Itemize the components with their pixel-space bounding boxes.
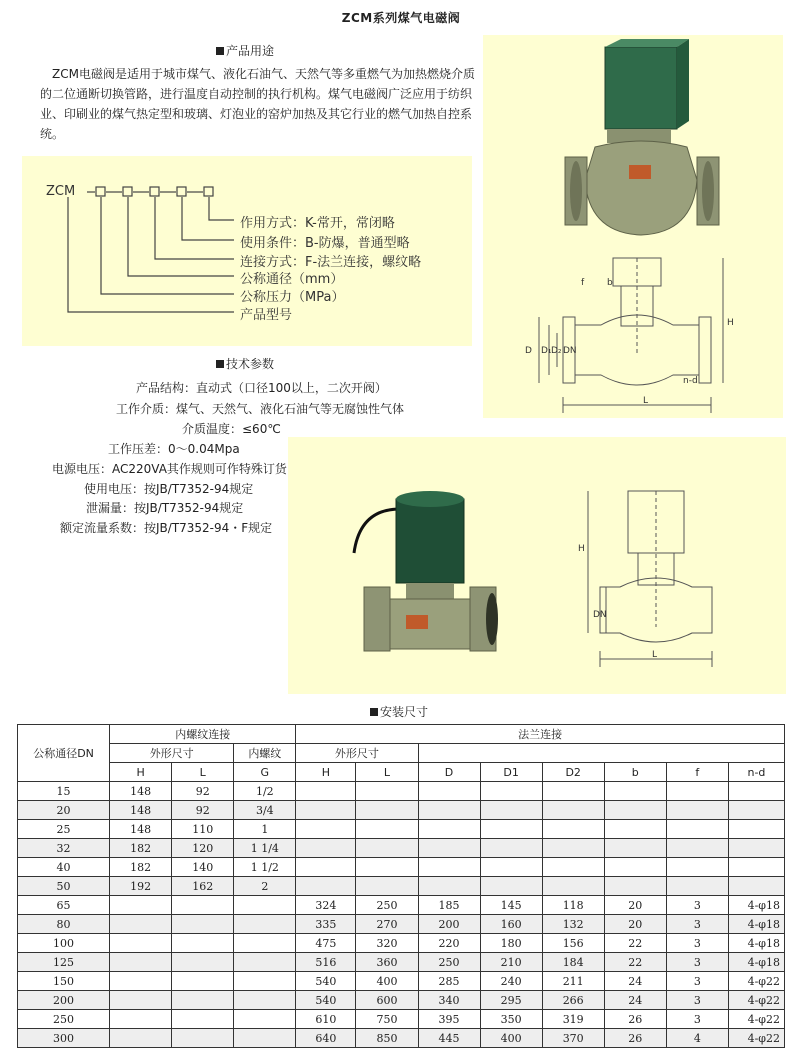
table-cell: [172, 972, 234, 991]
table-cell: 3: [666, 934, 728, 953]
model-label-connection: 连接方式：F-法兰连接，螺纹略: [240, 255, 422, 270]
table-cell: [418, 801, 480, 820]
table-cell: [296, 820, 356, 839]
tech-line-structure: 产品结构：直动式（口径100以上，二次开阀）: [136, 381, 387, 395]
table-cell: [172, 1010, 234, 1029]
table-cell: 3: [666, 915, 728, 934]
col-header: b: [604, 763, 666, 782]
model-label-diameter: 公称通径（mm）: [240, 272, 344, 287]
square-bullet-icon: [370, 708, 378, 716]
dim-f-label: f: [581, 278, 585, 288]
table-cell: [542, 839, 604, 858]
tech-line-leakage: 泄漏量：按JB/T7352-94规定: [86, 501, 244, 515]
model-code-diagram: [22, 156, 472, 346]
table-cell: [172, 953, 234, 972]
tech-line-pressure: 工作压差：0～0.04Mpa: [108, 442, 240, 456]
table-cell: 3: [666, 896, 728, 915]
flanged-blank-header: [418, 744, 785, 763]
table-cell: [172, 896, 234, 915]
table-cell: [604, 782, 666, 801]
table-cell: 182: [110, 839, 172, 858]
dim-d1-label: D₁: [541, 346, 552, 356]
dim-nd-label: n-d: [683, 376, 698, 386]
threaded-outer-header: 外形尺寸: [110, 744, 234, 763]
table-cell: 26: [604, 1010, 666, 1029]
table-cell: 110: [172, 820, 234, 839]
tech-line-medium: 工作介质：煤气、天然气、液化石油气等无腐蚀性气体: [116, 402, 405, 416]
table-cell: [110, 991, 172, 1010]
table-cell: [418, 877, 480, 896]
table-row: [18, 915, 785, 934]
flanged-group-header: 法兰连接: [296, 725, 785, 744]
table-cell: [172, 991, 234, 1010]
threaded-inner-header: 内螺纹: [234, 744, 296, 763]
page-title: ZCM系列煤气电磁阀: [341, 11, 461, 25]
tech-line-temperature: 介质温度：≤60℃: [182, 422, 281, 436]
table-cell: 395: [418, 1010, 480, 1029]
table-cell: [296, 782, 356, 801]
table-row: [18, 877, 785, 896]
table-cell: 20: [604, 915, 666, 934]
table-cell: [604, 858, 666, 877]
table-cell: [356, 839, 418, 858]
table-cell: 319: [542, 1010, 604, 1029]
table-cell: [234, 1029, 296, 1048]
table-cell: 350: [480, 1010, 542, 1029]
column-header-row: [18, 763, 785, 782]
table-cell: [172, 934, 234, 953]
table-cell: 220: [418, 934, 480, 953]
table-cell: 120: [172, 839, 234, 858]
square-bullet-icon: [216, 47, 224, 55]
table-cell: [296, 801, 356, 820]
table-cell: 4-φ22: [728, 1010, 784, 1029]
table-cell: [480, 839, 542, 858]
square-bullet-icon: [216, 360, 224, 368]
table-cell: 210: [480, 953, 542, 972]
dim-d2-label: D₂: [551, 346, 562, 356]
table-cell: 1/2: [234, 782, 296, 801]
table-cell: 516: [296, 953, 356, 972]
table-cell: [542, 877, 604, 896]
table-cell: 156: [542, 934, 604, 953]
table-cell: 50: [18, 877, 110, 896]
table-cell: 445: [418, 1029, 480, 1048]
table-cell: 25: [18, 820, 110, 839]
col-header: D1: [480, 763, 542, 782]
usage-paragraph: ZCM电磁阀是适用于城市煤气、液化石油气、天然气等多重燃气为加热燃烧介质的二位通断切换管路，进行温度自动控制的执行机构。煤气电磁阀广泛应用于纺织业、印刷业的煤气热定型和玻璃、灯泡业的窑炉加热及其它行业的燃气加热自控系统。: [40, 67, 475, 141]
table-cell: 250: [418, 953, 480, 972]
dn-header: 公称通径DN: [18, 725, 110, 782]
model-label-action: 作用方式：K-常开，常闭略: [240, 216, 395, 231]
table-cell: [234, 953, 296, 972]
table-cell: 300: [18, 1029, 110, 1048]
dim-h-label: H: [578, 544, 585, 554]
table-cell: 20: [18, 801, 110, 820]
table-row: [18, 972, 785, 991]
table-cell: [666, 858, 728, 877]
table-row: [18, 1010, 785, 1029]
table-row: [18, 782, 785, 801]
threaded-group-header: 内螺纹连接: [110, 725, 296, 744]
table-cell: 240: [480, 972, 542, 991]
table-cell: [356, 820, 418, 839]
table-cell: [356, 782, 418, 801]
table-cell: [418, 820, 480, 839]
model-label-type: 产品型号: [240, 308, 293, 323]
table-cell: [110, 1010, 172, 1029]
table-cell: 1 1/2: [234, 858, 296, 877]
table-cell: [666, 839, 728, 858]
table-cell: 475: [296, 934, 356, 953]
table-cell: [110, 972, 172, 991]
table-cell: [728, 877, 784, 896]
tech-line-voltage: 使用电压：按JB/T7352-94规定: [84, 482, 254, 496]
table-row: [18, 820, 785, 839]
table-cell: 24: [604, 991, 666, 1010]
table-cell: 600: [356, 991, 418, 1010]
table-cell: 270: [356, 915, 418, 934]
table-cell: 15: [18, 782, 110, 801]
threaded-valve-illustration: [288, 437, 786, 694]
table-cell: 1 1/4: [234, 839, 296, 858]
table-cell: [480, 801, 542, 820]
table-cell: [172, 915, 234, 934]
table-cell: [110, 1029, 172, 1048]
table-cell: 4-φ18: [728, 915, 784, 934]
table-cell: [356, 801, 418, 820]
col-header: f: [666, 763, 728, 782]
table-cell: 65: [18, 896, 110, 915]
table-cell: 850: [356, 1029, 418, 1048]
table-cell: 324: [296, 896, 356, 915]
table-cell: 3: [666, 972, 728, 991]
col-header: D2: [542, 763, 604, 782]
dim-h-label: H: [727, 318, 734, 328]
table-cell: [296, 839, 356, 858]
table-cell: [542, 820, 604, 839]
table-cell: [666, 877, 728, 896]
table-row: [18, 1029, 785, 1048]
table-cell: [234, 991, 296, 1010]
table-cell: [110, 896, 172, 915]
table-row: [18, 991, 785, 1010]
dim-b-label: b: [607, 278, 613, 288]
table-cell: 4-φ18: [728, 896, 784, 915]
table-cell: 540: [296, 972, 356, 991]
threaded-valve-image: [288, 437, 786, 694]
col-header: H: [296, 763, 356, 782]
table-cell: [728, 782, 784, 801]
table-cell: 22: [604, 953, 666, 972]
table-cell: [666, 801, 728, 820]
table-cell: [542, 782, 604, 801]
table-cell: 132: [542, 915, 604, 934]
table-cell: [666, 820, 728, 839]
table-cell: [234, 896, 296, 915]
table-cell: 4-φ18: [728, 934, 784, 953]
table-cell: [728, 839, 784, 858]
table-cell: 285: [418, 972, 480, 991]
table-cell: 400: [356, 972, 418, 991]
table-row: [18, 934, 785, 953]
table-cell: [604, 820, 666, 839]
table-cell: 180: [480, 934, 542, 953]
table-cell: [728, 820, 784, 839]
col-header: n-d: [728, 763, 784, 782]
table-row: [18, 953, 785, 972]
table-cell: [728, 801, 784, 820]
dim-dn-label: DN: [593, 610, 607, 620]
table-cell: 3/4: [234, 801, 296, 820]
table-cell: [728, 858, 784, 877]
table-cell: 4-φ22: [728, 991, 784, 1010]
table-cell: 360: [356, 953, 418, 972]
table-cell: [604, 801, 666, 820]
table-cell: [356, 877, 418, 896]
table-cell: 4: [666, 1029, 728, 1048]
table-cell: [172, 1029, 234, 1048]
table-cell: 400: [480, 1029, 542, 1048]
model-prefix: ZCM: [46, 184, 76, 199]
tech-line-flow: 额定流量系数：按JB/T7352-94・F规定: [60, 521, 273, 535]
tech-line-power: 电源电压：AC220VA其作规则可作特殊订货: [52, 462, 287, 476]
table-cell: 92: [172, 782, 234, 801]
table-cell: 1: [234, 820, 296, 839]
table-cell: [480, 858, 542, 877]
table-cell: 266: [542, 991, 604, 1010]
table-cell: [604, 877, 666, 896]
table-row: [18, 858, 785, 877]
install-heading: 安装尺寸: [370, 703, 428, 720]
table-cell: [666, 782, 728, 801]
table-cell: 3: [666, 991, 728, 1010]
table-cell: 200: [18, 991, 110, 1010]
flanged-valve-image: [483, 35, 783, 418]
table-cell: 3: [666, 953, 728, 972]
table-cell: 211: [542, 972, 604, 991]
table-cell: [296, 877, 356, 896]
dim-l-label: L: [643, 396, 649, 406]
table-cell: 32: [18, 839, 110, 858]
table-cell: 92: [172, 801, 234, 820]
table-cell: [480, 782, 542, 801]
table-cell: 148: [110, 782, 172, 801]
dimensions-body: [18, 782, 785, 1048]
table-cell: 40: [18, 858, 110, 877]
dim-l-label: L: [652, 650, 658, 660]
table-cell: 250: [356, 896, 418, 915]
install-dimensions-table: [17, 724, 785, 1048]
table-cell: 184: [542, 953, 604, 972]
col-header: D: [418, 763, 480, 782]
table-cell: 24: [604, 972, 666, 991]
table-cell: 2: [234, 877, 296, 896]
table-row: [18, 896, 785, 915]
table-cell: 4-φ22: [728, 972, 784, 991]
table-cell: 22: [604, 934, 666, 953]
table-cell: [418, 858, 480, 877]
table-cell: 295: [480, 991, 542, 1010]
table-cell: 185: [418, 896, 480, 915]
table-cell: [418, 782, 480, 801]
table-cell: 4-φ18: [728, 953, 784, 972]
table-cell: [296, 858, 356, 877]
col-header: L: [172, 763, 234, 782]
table-cell: 150: [18, 972, 110, 991]
table-cell: [542, 858, 604, 877]
table-cell: 148: [110, 801, 172, 820]
table-cell: 182: [110, 858, 172, 877]
table-cell: [480, 877, 542, 896]
table-cell: 250: [18, 1010, 110, 1029]
usage-heading: 产品用途: [216, 42, 274, 59]
flanged-outer-header: 外形尺寸: [296, 744, 418, 763]
table-cell: 200: [418, 915, 480, 934]
table-cell: 118: [542, 896, 604, 915]
table-cell: [418, 839, 480, 858]
table-cell: 4-φ22: [728, 1029, 784, 1048]
table-cell: 540: [296, 991, 356, 1010]
table-cell: 320: [356, 934, 418, 953]
table-cell: 750: [356, 1010, 418, 1029]
table-cell: 610: [296, 1010, 356, 1029]
dim-d-label: D: [525, 346, 532, 356]
table-cell: [480, 820, 542, 839]
table-cell: 26: [604, 1029, 666, 1048]
table-cell: 148: [110, 820, 172, 839]
table-cell: 640: [296, 1029, 356, 1048]
table-cell: 370: [542, 1029, 604, 1048]
table-cell: 140: [172, 858, 234, 877]
tech-heading: 技术参数: [216, 355, 274, 372]
model-label-pressure: 公称压力（MPa）: [240, 290, 345, 305]
dim-dn-label: DN: [563, 346, 577, 356]
col-header: H: [110, 763, 172, 782]
table-cell: 145: [480, 896, 542, 915]
table-cell: [542, 801, 604, 820]
model-label-condition: 使用条件：B-防爆，普通型略: [240, 236, 410, 251]
table-cell: [356, 858, 418, 877]
table-cell: [110, 934, 172, 953]
table-cell: [234, 1010, 296, 1029]
col-header: L: [356, 763, 418, 782]
table-cell: 20: [604, 896, 666, 915]
table-cell: 125: [18, 953, 110, 972]
table-cell: 340: [418, 991, 480, 1010]
table-cell: [604, 839, 666, 858]
table-cell: 335: [296, 915, 356, 934]
table-cell: [234, 972, 296, 991]
table-row: [18, 801, 785, 820]
col-header: G: [234, 763, 296, 782]
flanged-valve-illustration: [483, 35, 783, 418]
table-cell: 100: [18, 934, 110, 953]
table-cell: 80: [18, 915, 110, 934]
table-row: [18, 839, 785, 858]
table-cell: 3: [666, 1010, 728, 1029]
table-cell: [110, 915, 172, 934]
table-cell: 192: [110, 877, 172, 896]
table-cell: 160: [480, 915, 542, 934]
table-cell: [110, 953, 172, 972]
table-cell: 162: [172, 877, 234, 896]
table-cell: [234, 915, 296, 934]
table-cell: [234, 934, 296, 953]
